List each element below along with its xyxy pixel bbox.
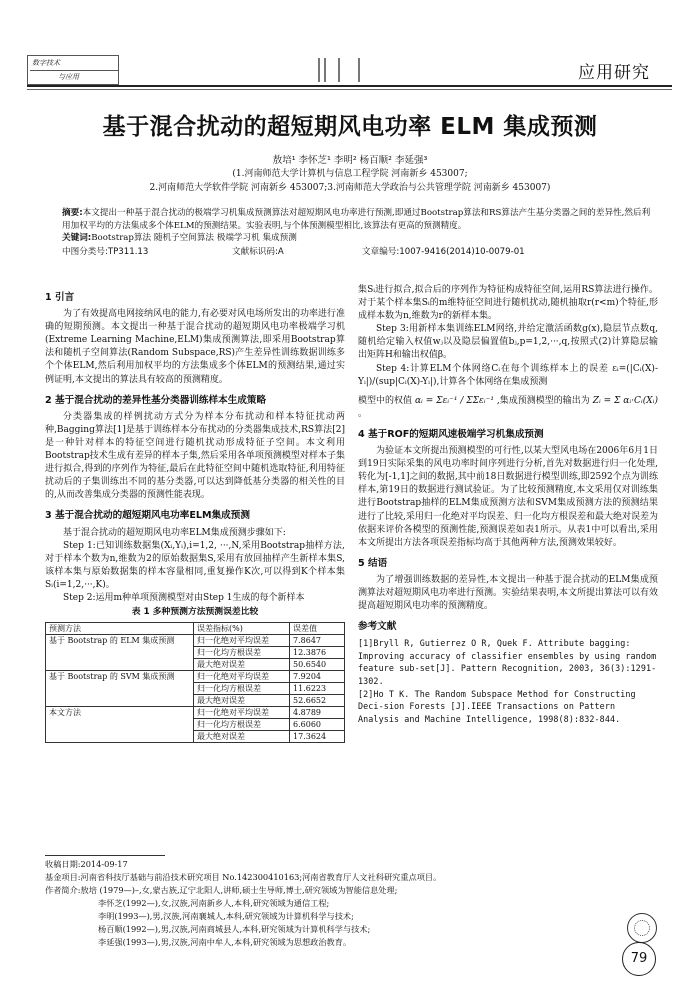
table-cell: 最大绝对误差 — [194, 659, 290, 671]
keywords-label: 关键词: — [62, 233, 92, 243]
section-heading-method: 3 基于混合扰动的超短期风电功率ELM集成预测 — [45, 510, 250, 522]
journal-name-line2: 与应用 — [58, 73, 79, 81]
header-rule — [27, 85, 672, 87]
table-cell: 7.9204 — [290, 671, 345, 683]
table-cell: 52.6652 — [290, 695, 345, 707]
journal-name-line1: 数字技术 — [32, 59, 60, 67]
table-cell: 归一化绝对平均误差 — [194, 635, 290, 647]
received-date: 收稿日期:2014-09-17 — [45, 859, 128, 869]
keywords-text: Bootstrap算法 随机子空间算法 极端学习机 集成预测 — [91, 233, 297, 243]
author-bio-3: 李明(1993—),男,汉族,河南襄城人,本科,研究领域为计算机科学与技术; — [98, 911, 354, 921]
table-cell — [46, 683, 194, 695]
experiment-paragraph: 为验证本文所提出预测模型的可行性,以某大型风电场在2006年6月1日到19日实际采集的风电功率时间序列进行分析,首先对数据进行归一化处理,转化为[-1,1]之间的数据,其中前18日数据进行模型训练,即2592个点为训练样本,第19日的数据进行测试验证。为了比较预测精度,本文采用仅对训练集进行Bootstrap抽样的ELM集成预测方法和SVM集成预测方法的预测结果进行了比较,采用归一化绝对平均误差、归一化均方根误差和最大绝对误差为依据来评价各模型的预测性能,预测误差如表1所示。从表1中可以看出,采用本文所提出方法各项误差指标均高于其他两种方法,预测效果较好。 — [358, 446, 658, 548]
references-heading: 参考文献 — [358, 621, 397, 633]
header-decoration — [318, 58, 368, 82]
table-header-cell: 误差指标(%) — [194, 623, 290, 635]
table-cell: 17.3624 — [290, 731, 345, 743]
article-title: 基于混合扰动的超短期风电功率 ELM 集成预测 — [102, 114, 598, 140]
page-number: 79 — [622, 942, 656, 976]
method-continued: 集Sᵢ进行拟合,拟合后的序列作为特征构成特征空间,运用RS算法进行操作。对于某个样本集Sᵢ的m维特征空间进行随机扰动,随机抽取r(r<m)个特征,形成样本数为n,维数为r的新样本集。 — [358, 285, 658, 322]
affiliation-line-1: (1.河南师范大学计算机与信息工程学院 河南新乡 453007; — [232, 169, 468, 179]
author-list: 敖培¹ 李怀芝¹ 李明² 杨百顺² 李延强³ — [272, 155, 428, 166]
logo-divider — [30, 70, 118, 71]
right-column — [358, 284, 658, 725]
table-row — [46, 647, 345, 659]
table-cell: 归一化均方根误差 — [194, 719, 290, 731]
section-heading-conclusion: 5 结语 — [358, 557, 388, 569]
table-cell: 本文方法 — [46, 707, 194, 719]
fund-info: 基金项目:河南省科技厅基础与前沿技术研究项目 No.142300410163;河南省教育厅人文社科研究重点项目。 — [45, 872, 442, 882]
table-cell — [46, 731, 194, 743]
table-cell: 归一化均方根误差 — [194, 647, 290, 659]
author-bio-4: 杨百顺(1992—),男,汉族,河南商城县人,本科,研究领域为计算机科学与技术; — [98, 924, 371, 934]
table-body — [46, 635, 345, 743]
footnote-rule — [45, 855, 165, 856]
table-header-row — [46, 623, 345, 635]
table-row — [46, 683, 345, 695]
table-cell: 归一化均方根误差 — [194, 683, 290, 695]
journal-logo — [27, 55, 119, 85]
output-formula: Zᵢ = Σ αᵢ·Cᵢ(Xᵢ) — [592, 395, 658, 406]
footnotes — [45, 858, 665, 949]
table-row — [46, 707, 345, 719]
left-column — [45, 284, 345, 743]
bio-label: 作者简介: — [45, 885, 81, 895]
author-bio-5: 李延强(1993—),男,汉族,河南中牟人,本科,研究领域为思想政治教育。 — [98, 937, 352, 947]
author-bio-2: 李怀芝(1992—),女,汉族,河南新乡人,本科,研究领域为通信工程; — [98, 898, 330, 908]
bio-text: 敖培 (1979—)–,女,蒙古族,辽宁北阳人,讲师,硕士生导师,博士,研究领域为智能信息处理; — [80, 885, 398, 895]
section-label: 应用研究 — [578, 63, 650, 83]
intro-paragraph: 为了有效提高电网接纳风电的能力,有必要对风电场所发出的功率进行准确的短期预测。本文提出一种基于混合扰动的超短期风电功率极端学习机(Extreme Learning Machine,ELM)集成预测算法,即采用Bootstrap算法和随机子空间算法(Random Subspace,RS)产生差异性训练数据训练多个个体ELM,然后利用加权平均的方法集成多个体ELM的预测结果,通过实例证明,本文提出的算法具有较高的预测精度。 — [45, 309, 345, 385]
table-row — [46, 731, 345, 743]
strategy-paragraph: 分类器集成的样例扰动方式分为样本分布扰动和样本特征扰动两种,Bagging算法[1]是基于训练样本分布扰动的分类器集成技术,RS算法[2]是一种针对样本的特征空间进行随机扰动形成特征子空间。本文利用Bootstrap技术生成有差异的样本子集,然后采用各单项预测模型对样本子集进行拟合,得到的序列作为特征,最后在此特征空间中随机选取特征,利用特征扰动后的子集训练出不同的基分类器,可以达到降低基分类器的相关性的目的,从而改善集成分类器的预测性能表现。 — [45, 411, 345, 501]
table-cell: 6.6060 — [290, 719, 345, 731]
method-step1: Step 1:已知训练数据集(Xᵢ,Yᵢ),i=1,2, ···,N,采用Bootstrap抽样方法,对于样本个数为n,维数为2的原始数据集S,采用有放回抽样产生新样本集S,该样本集与原始数据集的样本容量相同,重复操作K次,可以得到K个样本集Sᵢ(i=1,2,···,K)。 — [45, 540, 345, 590]
table-cell: 归一化绝对平均误差 — [194, 671, 290, 683]
table-row — [46, 635, 345, 647]
weights-mid: ,集成预测模型的输出为 — [496, 395, 590, 406]
method-step4-weights — [358, 395, 658, 421]
reference-item: [1]Bryll R, Gutierrez O R, Quek F. Attribute bagging: Improving accuracy of classifier ensembles by using random feature sub-set[J]. Pattern Recognition, 2003, 36(3):1291-1302. — [358, 638, 657, 687]
error-comparison-table — [45, 622, 345, 743]
table-header-cell: 预测方法 — [46, 623, 194, 635]
reference-item: [2]Ho T K. The Random Subspace Method for Constructing Deci-sion Forests [J].IEEE Transactions on Pattern Analysis and Machine Intelligence, 1998(8):832-844. — [358, 688, 636, 724]
table-cell — [46, 719, 194, 731]
journal-seal-icon — [627, 913, 657, 943]
table-cell: 最大绝对误差 — [194, 731, 290, 743]
weights-lead: 模型中的权值 — [358, 395, 413, 406]
table-cell: 50.6540 — [290, 659, 345, 671]
table-cell — [46, 659, 194, 671]
header-rule-thin — [27, 89, 672, 90]
table-cell — [46, 647, 194, 659]
abstract-text: 本文提出一种基于混合扰动的极端学习机集成预测算法对超短期风电功率进行预测,即通过Bootstrap算法和RS算法产生基分类器之间的差异性,然后利用加权平均的方法集成多个体ELM的预测结果。实验表明,与个体预测模型相比,该算法有更高的预测精度。 — [62, 208, 651, 231]
table-cell: 7.8647 — [290, 635, 345, 647]
table-cell: 4.8789 — [290, 707, 345, 719]
table-row — [46, 659, 345, 671]
document-code: 文献标识码:A — [232, 247, 284, 257]
author-bio-1 — [45, 884, 665, 897]
table-cell: 基于 Bootstrap 的 SVM 集成预测 — [46, 671, 194, 683]
table-cell: 基于 Bootstrap 的 ELM 集成预测 — [46, 635, 194, 647]
table-cell: 11.6223 — [290, 683, 345, 695]
conclusion-paragraph: 为了增强训练数据的差异性,本文提出一种基于混合扰动的ELM集成预测算法对超短期风电功率进行预测。实验结果表明,本文所提出算法可以有效提高超短期风电功率的预测精度。 — [358, 574, 658, 612]
method-step2: Step 2:运用m种单项预测模型对由Step 1生成的每个新样本 — [63, 592, 305, 603]
table-row — [46, 719, 345, 731]
abstract-label: 摘要: — [62, 208, 83, 218]
method-step3: Step 3:用新样本集训练ELM网络,并给定激活函数g(x),隐层节点数q,随机给定输入权值wⱼ以及隐层偏置值bⱼ,p=1,2,···,q,按照式(2)计算隐层输出矩阵H和输出权值β。 — [358, 324, 658, 361]
table-cell: 12.3876 — [290, 647, 345, 659]
table-cell — [46, 695, 194, 707]
affiliation-line-2: 2.河南师范大学软件学院 河南新乡 453007;3.河南师范大学政治与公共管理学院 河南新乡 453007) — [149, 183, 551, 193]
article-number: 文章编号:1007-9416(2014)10-0079-01 — [362, 247, 525, 257]
clc-number: 中图分类号:TP311.13 — [62, 247, 149, 257]
table-row — [46, 695, 345, 707]
section-heading-intro: 1 引言 — [45, 292, 75, 303]
weight-formula: αᵢ = Σεᵢ⁻¹ / ΣΣεᵢ⁻¹ — [414, 395, 494, 406]
table-header-cell: 误差值 — [290, 623, 345, 635]
section-heading-strategy: 2 基于混合扰动的差异性基分类器训练样本生成策略 — [45, 394, 267, 406]
method-intro: 基于混合扰动的超短期风电功率ELM集成预测步骤如下: — [63, 527, 286, 538]
method-step4: Step 4:计算ELM个体网络Cᵢ在每个训练样本上的误差 εᵢ=(|Cᵢ(X)-Yᵢ|)/(sup|Cᵢ(X)-Yᵢ|),计算各个体网络在集成预测 — [358, 363, 658, 387]
table-cell: 归一化绝对平均误差 — [194, 707, 290, 719]
table-row — [46, 671, 345, 683]
abstract — [62, 207, 652, 232]
section-heading-experiment: 4 基于ROF的短期风速极端学习机集成预测 — [358, 428, 544, 440]
table-cell: 最大绝对误差 — [194, 695, 290, 707]
table-caption: 表 1 多种预测方法预测误差比较 — [131, 607, 259, 618]
keywords — [62, 232, 652, 245]
weights-end: 。 — [358, 408, 368, 419]
